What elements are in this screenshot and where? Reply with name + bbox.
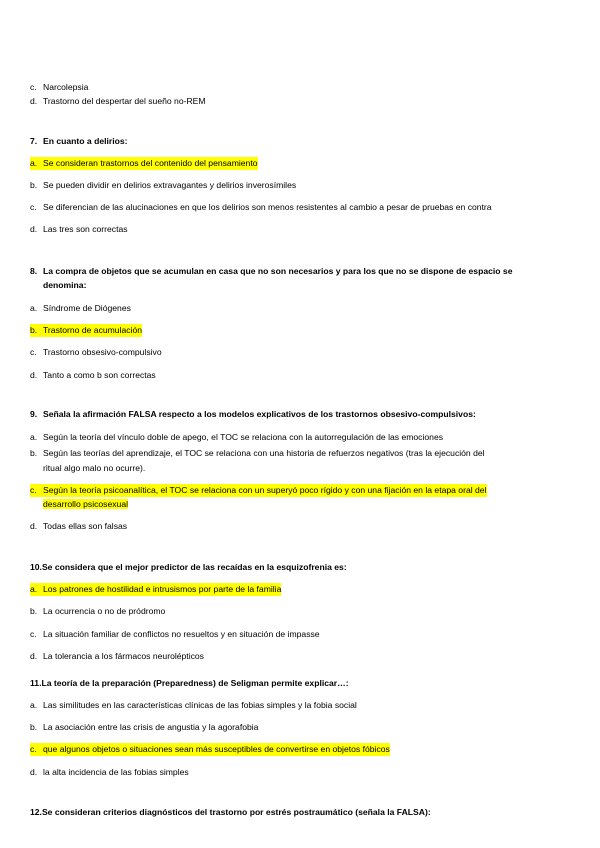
option-text: que algunos objetos o situaciones sean más susceptibles de convertirse en objetos fóbicos <box>43 744 390 754</box>
option-text: Se pueden dividir en delirios extravagantes y delirios inverosímiles <box>43 180 297 190</box>
option-letter: d. <box>30 96 38 106</box>
option-letter: d. <box>30 521 38 531</box>
highlighted-answer <box>30 157 258 170</box>
option-text: Según la teoría del vínculo doble de apego, el TOC se relaciona con la autorregulación de las emociones <box>43 432 444 442</box>
option-text: La tolerancia a los fármacos neurolépticos <box>43 651 204 661</box>
option-letter: a. <box>30 303 38 313</box>
option-letter: b. <box>30 180 38 190</box>
option-text: Las tres son correctas <box>43 224 128 234</box>
option-letter: a. <box>30 432 38 442</box>
question-9-option-c <box>30 484 572 497</box>
list-item <box>30 95 572 108</box>
option-letter: c. <box>30 347 37 357</box>
option-text: ritual algo malo no ocurre). <box>43 463 146 473</box>
question-8-title-cont <box>30 279 572 292</box>
option-text: Las similitudes en las características clínicas de las fobias simples y la fobia social <box>43 700 357 710</box>
question-7-title <box>30 135 572 148</box>
question-10-title <box>30 561 572 574</box>
highlighted-answer <box>30 484 487 497</box>
highlighted-answer <box>30 583 281 596</box>
question-text: En cuanto a delirios: <box>43 136 128 146</box>
question-7-option-d <box>30 223 572 236</box>
option-letter: d. <box>30 224 38 234</box>
option-text: La asociación entre las crisis de angustia y la agorafobia <box>43 722 259 732</box>
option-letter: c. <box>30 629 37 639</box>
question-12-title <box>30 806 572 819</box>
question-9-option-b-cont <box>30 462 572 475</box>
question-text: Señala la afirmación FALSA respecto a los modelos explicativos de los trastornos obsesivo-compulsivos: <box>43 409 476 419</box>
question-10-option-c <box>30 628 572 641</box>
question-number: 12. <box>30 807 42 817</box>
option-text: Se consideran trastornos del contenido del pensamiento <box>43 158 258 168</box>
option-letter: b. <box>30 606 38 616</box>
question-8-option-c <box>30 346 572 359</box>
question-8-option-b <box>30 324 572 337</box>
option-text: La situación familiar de conflictos no resueltos y en situación de impasse <box>43 629 320 639</box>
question-text: denomina: <box>43 280 87 290</box>
option-text: Trastorno del despertar del sueño no-REM <box>43 96 206 106</box>
question-text: Se considera que el mejor predictor de las recaídas en la esquizofrenia es: <box>41 562 347 572</box>
option-text: Según la teoría psicoanalítica, el TOC se relaciona con un superyó poco rígido y con una fijación en la etapa oral del <box>43 485 487 495</box>
option-text: Según las teorías del aprendizaje, el TOC se relaciona con una historia de refuerzos negativos (tras la ejecución del <box>43 448 485 458</box>
question-text: Se consideran criterios diagnósticos del trastorno por estrés postraumático (señala la FALSA): <box>41 807 431 817</box>
highlighted-answer <box>30 743 390 756</box>
question-8-option-a <box>30 302 572 315</box>
option-letter: c. <box>30 202 37 212</box>
question-7-option-c <box>30 201 572 214</box>
question-11-option-d <box>30 766 572 779</box>
option-text: la alta incidencia de las fobias simples <box>43 767 189 777</box>
question-10-option-b <box>30 605 572 618</box>
option-text: Se diferencian de las alucinaciones en que los delirios son menos resistentes al cambio a pesar de pruebas en contra <box>43 202 492 212</box>
question-11-option-c <box>30 743 572 756</box>
option-letter: a. <box>30 700 38 710</box>
question-9-option-c-cont <box>30 498 572 511</box>
question-number: 8. <box>30 266 38 276</box>
option-text: Todas ellas son falsas <box>43 521 128 531</box>
question-text: La compra de objetos que se acumulan en casa que no son necesarios y para los que no se dispone de espacio se <box>43 266 513 276</box>
option-text: Narcolepsia <box>43 82 89 92</box>
option-letter: b. <box>30 325 38 335</box>
question-number: 10. <box>30 562 42 572</box>
option-letter: c. <box>30 485 37 495</box>
option-letter: b. <box>30 448 38 458</box>
option-text: Trastorno de acumulación <box>43 325 143 335</box>
question-11-option-a <box>30 699 572 712</box>
question-7-option-a <box>30 157 572 170</box>
option-letter: a. <box>30 158 38 168</box>
question-11-option-b <box>30 721 572 734</box>
question-number: 9. <box>30 409 38 419</box>
option-letter: d. <box>30 370 38 380</box>
question-10-option-a <box>30 583 572 596</box>
question-11-title <box>30 677 572 690</box>
option-letter: c. <box>30 744 37 754</box>
question-7-option-b <box>30 179 572 192</box>
question-9-title <box>30 408 572 421</box>
option-text: La ocurrencia o no de pródromo <box>43 606 166 616</box>
question-10-option-d <box>30 650 572 663</box>
list-item <box>30 81 572 94</box>
option-text: Tanto a como b son correctas <box>43 370 156 380</box>
highlighted-answer <box>30 324 142 337</box>
question-9-option-b <box>30 447 572 460</box>
question-text: La teoría de la preparación (Preparedness) de Seligman permite explicar…: <box>41 678 349 688</box>
option-letter: d. <box>30 767 38 777</box>
option-letter: c. <box>30 82 37 92</box>
option-text: Trastorno obsesivo-compulsivo <box>43 347 162 357</box>
option-letter: a. <box>30 584 38 594</box>
question-9-option-a <box>30 431 572 444</box>
question-9-option-d <box>30 520 572 533</box>
option-letter: b. <box>30 722 38 732</box>
option-text: Los patrones de hostilidad e intrusismos por parte de la familia <box>43 584 282 594</box>
option-text: Síndrome de Diógenes <box>43 303 131 313</box>
option-letter: d. <box>30 651 38 661</box>
question-number: 11. <box>30 678 42 688</box>
question-8-option-d <box>30 369 572 382</box>
question-number: 7. <box>30 136 38 146</box>
question-8-title <box>30 265 572 278</box>
option-text: desarrollo psicosexual <box>43 499 129 509</box>
